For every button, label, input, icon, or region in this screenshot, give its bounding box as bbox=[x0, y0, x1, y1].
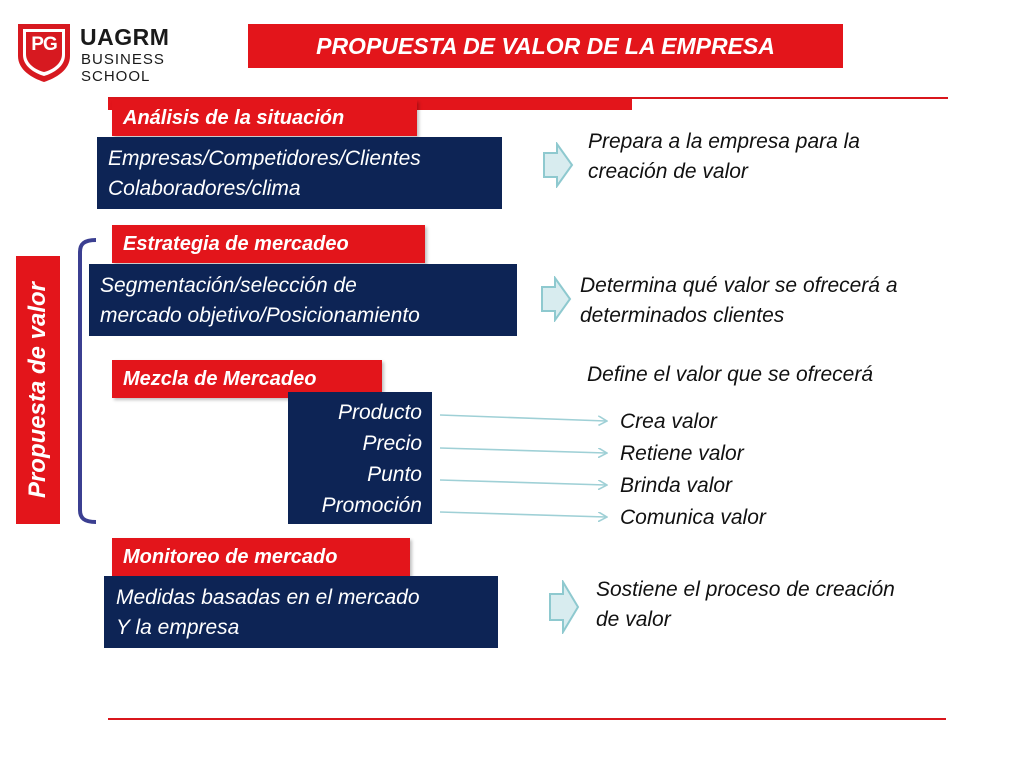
connector-arrow bbox=[440, 415, 606, 421]
result-analisis bbox=[588, 127, 860, 187]
mix-item-producto: Producto bbox=[337, 401, 422, 424]
side-label: Propuesta de valor bbox=[24, 281, 51, 499]
outcome-crea: Crea valor bbox=[620, 410, 717, 433]
arrow-right-icon bbox=[540, 276, 572, 322]
body-line: Medidas basadas en el mercado bbox=[116, 586, 420, 609]
logo-line2: BUSINESS bbox=[81, 51, 165, 68]
section-body-monitoreo bbox=[104, 576, 498, 648]
body-line: Colaboradores/clima bbox=[108, 177, 301, 200]
outcome-comunica: Comunica valor bbox=[620, 506, 766, 529]
result-line: creación de valor bbox=[588, 160, 748, 183]
outcome-brinda: Brinda valor bbox=[620, 474, 733, 497]
section-header-text: Mezcla de Mercadeo bbox=[123, 368, 317, 390]
section-header-estrategia bbox=[112, 225, 425, 263]
section-header-analisis bbox=[112, 100, 417, 136]
page-title bbox=[248, 24, 843, 68]
section-header-monitoreo bbox=[112, 538, 410, 576]
logo-line1: UAGRM bbox=[80, 24, 170, 50]
bottom-rule bbox=[108, 718, 946, 720]
outcome-retiene: Retiene valor bbox=[620, 442, 744, 465]
connector-arrow bbox=[440, 480, 606, 485]
section-header-text: Estrategia de mercadeo bbox=[123, 233, 349, 255]
page-title-text: PROPUESTA DE VALOR DE LA EMPRESA bbox=[316, 33, 775, 59]
result-line: determinados clientes bbox=[580, 304, 785, 327]
body-line: mercado objetivo/Posicionamiento bbox=[100, 304, 420, 327]
section-body-mezcla bbox=[288, 392, 432, 524]
section-body-estrategia bbox=[89, 264, 517, 336]
connector-arrow bbox=[440, 448, 606, 453]
connector-arrow bbox=[440, 512, 606, 517]
top-rule bbox=[108, 97, 948, 99]
mix-item-punto: Punto bbox=[367, 463, 422, 486]
section-header-text: Análisis de la situación bbox=[123, 107, 345, 129]
result-monitoreo bbox=[596, 575, 895, 635]
arrow-right-icon bbox=[542, 142, 574, 188]
result-line: Determina qué valor se ofrecerá a bbox=[580, 274, 898, 297]
logo bbox=[14, 20, 174, 90]
body-line: Segmentación/selección de bbox=[100, 274, 357, 297]
result-line: Prepara a la empresa para la bbox=[588, 130, 860, 153]
outcome-list bbox=[620, 406, 766, 534]
logo-line3: SCHOOL bbox=[81, 68, 151, 85]
result-line: de valor bbox=[596, 608, 671, 631]
section-body-analisis bbox=[97, 137, 502, 209]
result-mezcla bbox=[587, 360, 873, 390]
mix-item-precio: Precio bbox=[362, 432, 422, 455]
logo-monogram: PG bbox=[31, 34, 57, 55]
mix-connectors bbox=[436, 404, 616, 524]
mix-item-promocion: Promoción bbox=[321, 494, 422, 517]
section-header-text: Monitoreo de mercado bbox=[123, 546, 338, 568]
result-line: Define el valor que se ofrecerá bbox=[587, 363, 873, 386]
body-line: Empresas/Competidores/Clientes bbox=[108, 147, 421, 170]
result-line: Sostiene el proceso de creación bbox=[596, 578, 895, 601]
result-estrategia bbox=[580, 271, 898, 331]
arrow-right-icon bbox=[548, 580, 580, 634]
body-line: Y la empresa bbox=[116, 616, 240, 639]
